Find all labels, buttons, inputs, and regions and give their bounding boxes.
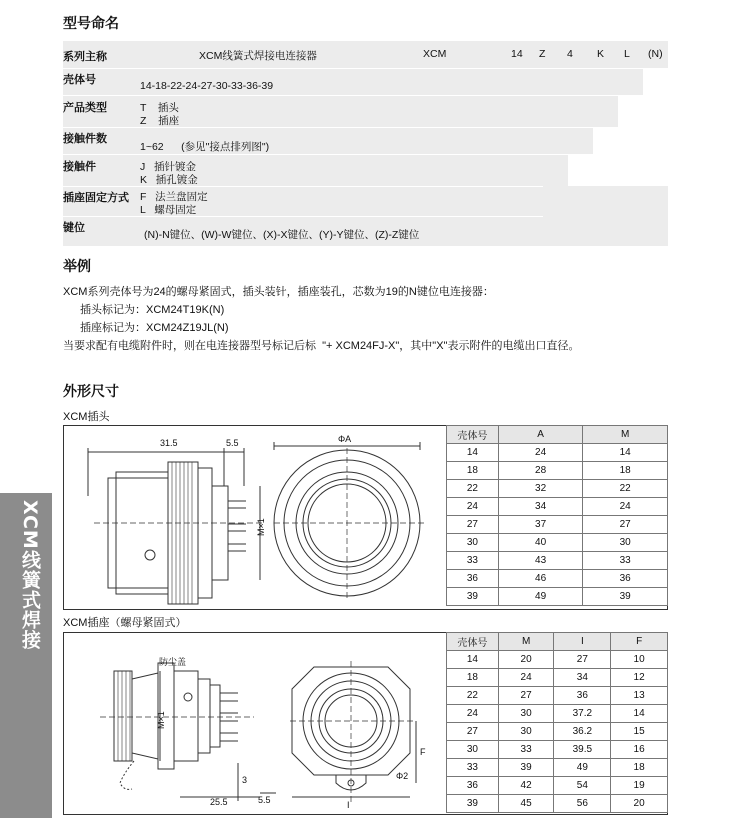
table-cell: 24: [447, 705, 499, 723]
table-cell: 36: [554, 687, 611, 705]
dim-len1: 25.5: [210, 797, 228, 807]
table-header-cell: M: [583, 426, 668, 444]
table-cell: 39: [498, 759, 554, 777]
dim-len2: 5.5: [258, 795, 271, 805]
table-cell: 30: [498, 705, 554, 723]
table-cell: 33: [583, 552, 668, 570]
table-cell: 14: [583, 444, 668, 462]
table-cell: 30: [498, 723, 554, 741]
plug-dimension-table: [446, 425, 668, 606]
example-line: 当要求配有电缆附件时，则在电连接器型号标记后标 "+ XCM24FJ-X"，其中"X"表示附件的电缆出口直径。: [63, 340, 580, 352]
table-cell: 18: [583, 462, 668, 480]
row-label-contacts: 接触件数: [63, 133, 107, 145]
table-header-cell: F: [611, 633, 668, 651]
table-cell: 54: [554, 777, 611, 795]
dim-offset: 5.5: [226, 438, 239, 448]
row-label-mount: 插座固定方式: [63, 192, 129, 204]
table-cell: 22: [447, 687, 499, 705]
table-header-row: [447, 633, 668, 651]
dim-dia: ΦA: [338, 434, 352, 444]
table-cell: 10: [611, 651, 668, 669]
table-row: [447, 462, 668, 480]
table-row: [447, 516, 668, 534]
table-cell: 39: [447, 795, 499, 813]
table-cell: 45: [498, 795, 554, 813]
table-cell: 14: [611, 705, 668, 723]
table-row: [447, 552, 668, 570]
table-cell: 36.2: [554, 723, 611, 741]
dim-i: I: [347, 800, 350, 810]
table-cell: 49: [554, 759, 611, 777]
table-cell: 30: [447, 534, 499, 552]
table-cell: 33: [447, 552, 499, 570]
table-header-cell: 壳体号: [447, 633, 499, 651]
table-cell: 24: [498, 669, 554, 687]
code-part: Z: [539, 48, 546, 60]
table-cell: 39: [447, 588, 499, 606]
table-cell: 43: [498, 552, 583, 570]
table-cell: 34: [498, 498, 583, 516]
table-cell: 46: [498, 570, 583, 588]
table-row: [447, 705, 668, 723]
table-cell: 22: [447, 480, 499, 498]
table-cell: 30: [583, 534, 668, 552]
row-value-contacts: 1~62 (参见"接点排列图"): [140, 141, 270, 153]
table-cell: 42: [498, 777, 554, 795]
dim-hole: Φ2: [396, 771, 409, 781]
example-line: XCM系列壳体号为24的螺母紧固式，插头装针，插座装孔，芯数为19的N键位电连接器：: [63, 286, 494, 298]
table-row: [447, 741, 668, 759]
code-part: (N): [648, 48, 663, 60]
dim-thread: M×1: [256, 518, 266, 536]
table-cell: 27: [447, 723, 499, 741]
table-row: [447, 444, 668, 462]
table-row: [447, 480, 668, 498]
table-row: [447, 723, 668, 741]
table-header-cell: 壳体号: [447, 426, 499, 444]
table-header-cell: I: [554, 633, 611, 651]
table-cell: 27: [554, 651, 611, 669]
table-cell: 32: [498, 480, 583, 498]
table-cell: 37: [498, 516, 583, 534]
table-cell: 36: [447, 777, 499, 795]
dim-gap: 3: [242, 775, 248, 785]
socket-drawing: [64, 633, 442, 814]
table-row: [447, 759, 668, 777]
row-value-key: (N)-N键位、(W)-W键位、(X)-X键位、(Y)-Y键位、(Z)-Z键位: [144, 229, 420, 241]
table-cell: 24: [447, 498, 499, 516]
table-row: [447, 588, 668, 606]
table-cell: 24: [583, 498, 668, 516]
table-row: [447, 669, 668, 687]
row-label-shell: 壳体号: [63, 74, 96, 86]
table-cell: 20: [611, 795, 668, 813]
row-label-key: 键位: [63, 222, 85, 234]
table-cell: 30: [447, 741, 499, 759]
example-line: 插座标记为：XCM24Z19JL(N): [80, 322, 229, 334]
table-cell: 24: [498, 444, 583, 462]
plug-caption: XCM插头: [63, 411, 110, 423]
table-cell: 13: [611, 687, 668, 705]
table-cell: 16: [611, 741, 668, 759]
plug-drawing: [64, 426, 447, 609]
table-cell: 27: [498, 687, 554, 705]
code-part: L: [624, 48, 630, 60]
code-part: XCM: [423, 48, 447, 60]
row-value-contact-1: J 插针镀金: [140, 161, 197, 173]
dim-length: 31.5: [160, 438, 178, 448]
row-label-type: 产品类型: [63, 102, 107, 114]
row-label-contact-type: 接触件: [63, 161, 96, 173]
table-row: [447, 777, 668, 795]
table-cell: 19: [611, 777, 668, 795]
table-row: [447, 651, 668, 669]
table-cell: 15: [611, 723, 668, 741]
table-row: [447, 687, 668, 705]
table-cell: 49: [498, 588, 583, 606]
table-cell: 22: [583, 480, 668, 498]
side-tab-label: XCM线簧式焊接: [19, 500, 41, 650]
row-label-series: 系列主称: [63, 51, 107, 63]
table-cell: 39: [583, 588, 668, 606]
table-cell: 14: [447, 651, 499, 669]
outline-title: 外形尺寸: [63, 384, 119, 400]
socket-dimension-table: [446, 632, 668, 813]
table-cell: 36: [583, 570, 668, 588]
example-title: 举例: [63, 259, 91, 275]
table-cell: 20: [498, 651, 554, 669]
table-row: [447, 534, 668, 552]
table-cell: 14: [447, 444, 499, 462]
table-cell: 27: [583, 516, 668, 534]
dim-thread: M×1: [156, 711, 166, 729]
table-row: [447, 498, 668, 516]
table-row: [447, 570, 668, 588]
table-row: [447, 795, 668, 813]
code-part: 14: [511, 48, 523, 60]
table-cell: 56: [554, 795, 611, 813]
dim-cap: 防尘盖: [159, 657, 187, 667]
table-cell: 28: [498, 462, 583, 480]
table-cell: 27: [447, 516, 499, 534]
row-value-shell: 14-18-22-24-27-30-33-36-39: [140, 80, 274, 92]
table-cell: 18: [447, 462, 499, 480]
table-header-cell: M: [498, 633, 554, 651]
table-cell: 40: [498, 534, 583, 552]
row-value-type-2: Z 插座: [140, 115, 180, 127]
row-value-contact-2: K 插孔镀金: [140, 174, 198, 186]
example-line: 插头标记为：XCM24T19K(N): [80, 304, 225, 316]
table-cell: 12: [611, 669, 668, 687]
row-value-series: XCM线簧式焊接电连接器: [199, 50, 317, 62]
table-cell: 18: [447, 669, 499, 687]
row-value-mount-2: L 螺母固定: [140, 204, 197, 216]
table-cell: 33: [498, 741, 554, 759]
table-cell: 33: [447, 759, 499, 777]
naming-title: 型号命名: [63, 16, 119, 32]
table-header-row: [447, 426, 668, 444]
table-header-cell: A: [498, 426, 583, 444]
table-cell: 37.2: [554, 705, 611, 723]
table-cell: 34: [554, 669, 611, 687]
row-value-mount-1: F 法兰盘固定: [140, 191, 208, 203]
code-part: 4: [567, 48, 573, 60]
code-part: K: [597, 48, 605, 60]
socket-caption: XCM插座（螺母紧固式）: [63, 617, 187, 629]
table-cell: 39.5: [554, 741, 611, 759]
dim-f: F: [420, 747, 426, 757]
row-value-type-1: T 插头: [140, 102, 179, 114]
table-cell: 36: [447, 570, 499, 588]
table-cell: 18: [611, 759, 668, 777]
